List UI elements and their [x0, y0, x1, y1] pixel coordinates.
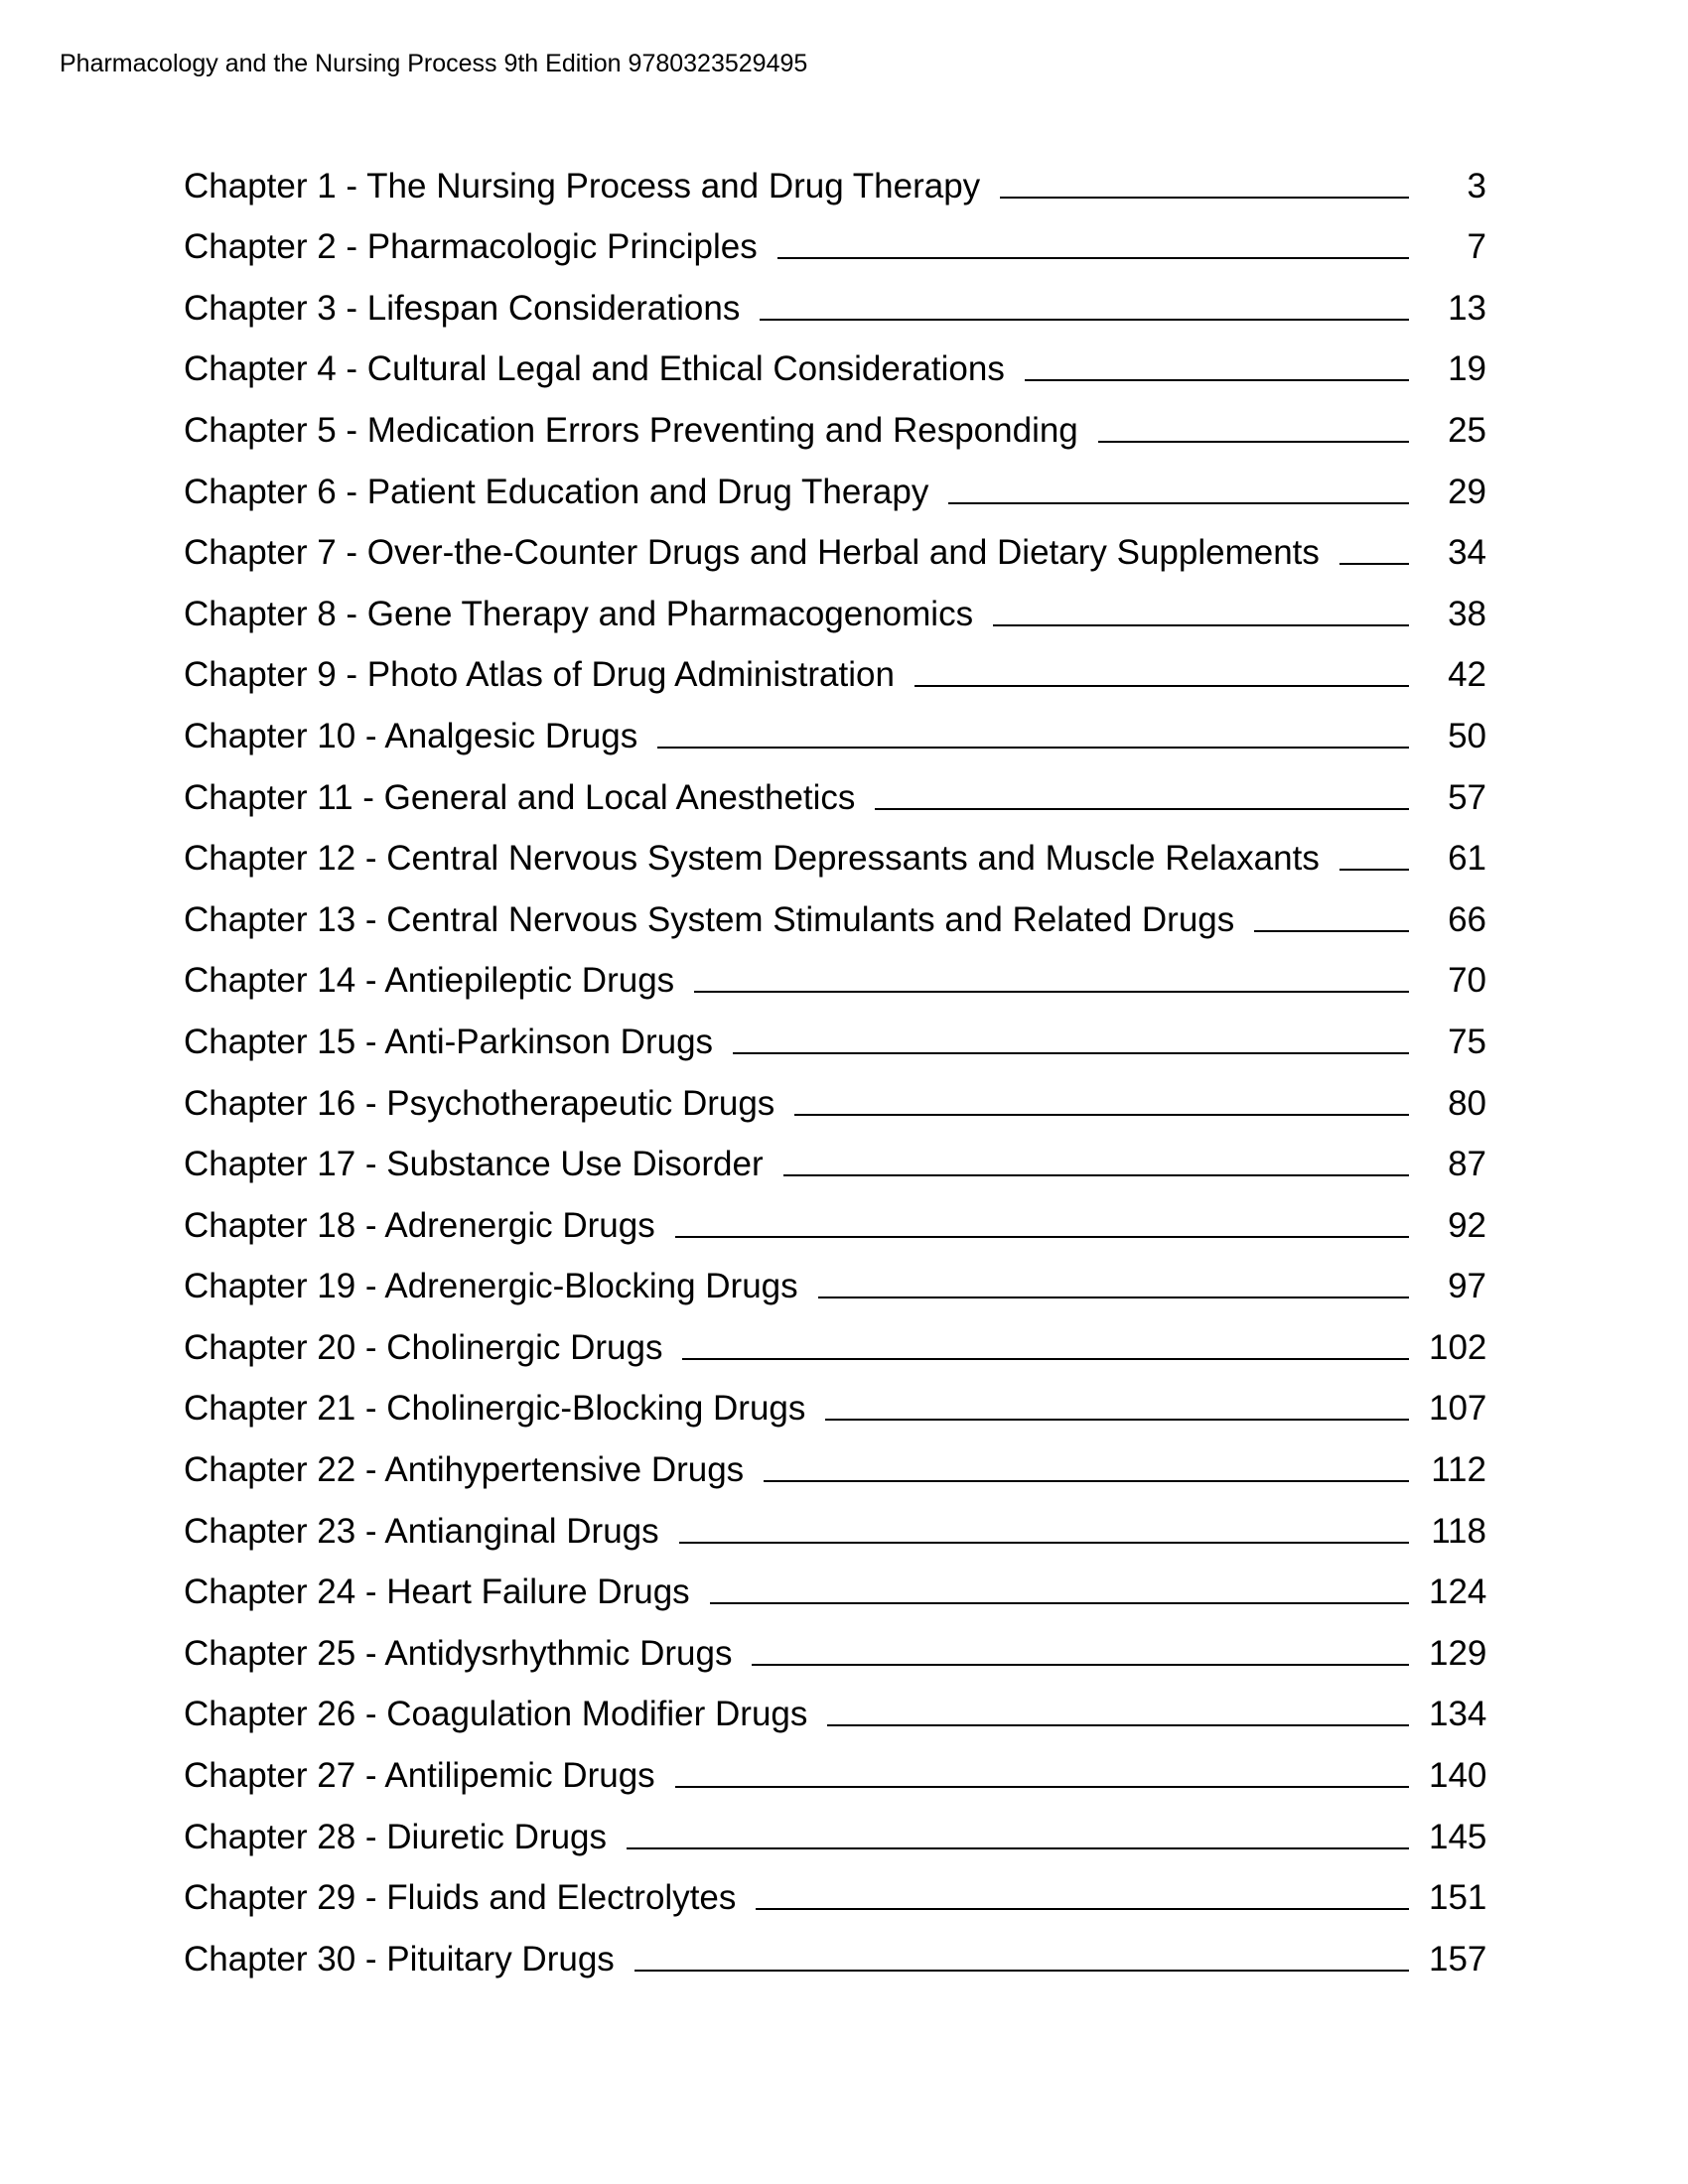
- page-number: 151: [1429, 1878, 1487, 1918]
- page-number: 19: [1448, 349, 1486, 389]
- toc-entry[interactable]: [184, 638, 1486, 700]
- toc-entry[interactable]: [184, 1250, 1486, 1311]
- chapter-title: Chapter 1 - The Nursing Process and Drug Therapy: [184, 166, 981, 205]
- toc-entry[interactable]: [184, 1922, 1486, 1983]
- toc-entry[interactable]: [184, 393, 1486, 455]
- page-number: 107: [1429, 1389, 1487, 1429]
- page-number: 129: [1429, 1633, 1487, 1673]
- page-number: 140: [1429, 1756, 1487, 1796]
- toc-entry[interactable]: [184, 271, 1486, 333]
- toc-entry[interactable]: [184, 1066, 1486, 1128]
- page-number: 70: [1448, 961, 1486, 1001]
- leader-line: [682, 1358, 1409, 1360]
- page-number: 66: [1448, 899, 1486, 939]
- page-number: 118: [1431, 1511, 1486, 1551]
- toc-entry[interactable]: [184, 1616, 1486, 1678]
- toc-entry[interactable]: [184, 944, 1486, 1006]
- page-number: 75: [1448, 1022, 1486, 1061]
- leader-line: [679, 1542, 1409, 1544]
- chapter-title: Chapter 26 - Coagulation Modifier Drugs: [184, 1695, 808, 1734]
- leader-line: [634, 1970, 1409, 1972]
- leader-line: [783, 1174, 1409, 1176]
- leader-line: [794, 1114, 1409, 1116]
- toc-entry[interactable]: [184, 1861, 1486, 1923]
- chapter-title: Chapter 28 - Diuretic Drugs: [184, 1817, 607, 1856]
- page-number: 38: [1448, 594, 1486, 633]
- toc-entry[interactable]: [184, 455, 1486, 516]
- leader-line: [764, 1480, 1409, 1482]
- leader-line: [875, 808, 1409, 810]
- chapter-title: Chapter 27 - Antilipemic Drugs: [184, 1756, 655, 1796]
- toc-entry[interactable]: [184, 1310, 1486, 1372]
- page-number: 124: [1429, 1572, 1487, 1612]
- chapter-title: Chapter 14 - Antiepileptic Drugs: [184, 961, 675, 1001]
- toc-entry[interactable]: [184, 1738, 1486, 1800]
- chapter-title: Chapter 6 - Patient Education and Drug Therapy: [184, 472, 929, 511]
- toc-entry[interactable]: [184, 1556, 1486, 1617]
- leader-line: [694, 991, 1409, 993]
- leader-line: [627, 1847, 1409, 1849]
- toc-entry[interactable]: [184, 1372, 1486, 1433]
- leader-line: [710, 1602, 1409, 1604]
- toc-entry[interactable]: [184, 577, 1486, 638]
- leader-line: [948, 502, 1409, 504]
- page-number: 29: [1448, 472, 1486, 511]
- toc-entry[interactable]: [184, 1128, 1486, 1189]
- page-number: 3: [1467, 166, 1486, 205]
- chapter-title: Chapter 25 - Antidysrhythmic Drugs: [184, 1633, 733, 1673]
- toc-entry[interactable]: [184, 822, 1486, 884]
- leader-line: [675, 1786, 1409, 1788]
- toc-entry[interactable]: [184, 699, 1486, 760]
- toc-entry[interactable]: [184, 760, 1486, 822]
- page-number: 34: [1448, 533, 1486, 573]
- chapter-title: Chapter 20 - Cholinergic Drugs: [184, 1327, 663, 1367]
- leader-line: [675, 1236, 1409, 1238]
- chapter-title: Chapter 10 - Analgesic Drugs: [184, 716, 638, 755]
- chapter-title: Chapter 11 - General and Local Anesthetics: [184, 777, 856, 817]
- leader-line: [827, 1724, 1409, 1726]
- page-number: 134: [1429, 1695, 1487, 1734]
- chapter-title: Chapter 23 - Antianginal Drugs: [184, 1511, 659, 1551]
- toc-entry[interactable]: [184, 1678, 1486, 1739]
- toc-entry[interactable]: [184, 516, 1486, 578]
- leader-line: [1339, 869, 1409, 871]
- chapter-title: Chapter 19 - Adrenergic-Blocking Drugs: [184, 1267, 798, 1306]
- leader-line: [657, 747, 1409, 749]
- chapter-title: Chapter 21 - Cholinergic-Blocking Drugs: [184, 1389, 806, 1429]
- chapter-title: Chapter 16 - Psychotherapeutic Drugs: [184, 1083, 775, 1123]
- page-number: 112: [1431, 1450, 1486, 1490]
- toc-entry[interactable]: [184, 1494, 1486, 1556]
- page-number: 7: [1467, 227, 1486, 267]
- toc-entry[interactable]: [184, 1800, 1486, 1861]
- page-number: 61: [1448, 839, 1486, 879]
- chapter-title: Chapter 22 - Antihypertensive Drugs: [184, 1450, 745, 1490]
- leader-line: [993, 624, 1409, 626]
- toc-entry[interactable]: [184, 1188, 1486, 1250]
- chapter-title: Chapter 18 - Adrenergic Drugs: [184, 1205, 655, 1245]
- chapter-title: Chapter 15 - Anti-Parkinson Drugs: [184, 1022, 714, 1061]
- page-number: 80: [1448, 1083, 1486, 1123]
- leader-line: [760, 319, 1409, 321]
- leader-line: [825, 1419, 1409, 1421]
- page-number: 145: [1429, 1817, 1487, 1856]
- page-number: 97: [1448, 1267, 1486, 1306]
- chapter-title: Chapter 13 - Central Nervous System Stimulants and Related Drugs: [184, 899, 1235, 939]
- chapter-title: Chapter 17 - Substance Use Disorder: [184, 1145, 764, 1184]
- page-number: 57: [1448, 777, 1486, 817]
- chapter-title: Chapter 8 - Gene Therapy and Pharmacogenomics: [184, 594, 974, 633]
- chapter-title: Chapter 30 - Pituitary Drugs: [184, 1939, 615, 1979]
- page-number: 13: [1448, 288, 1486, 328]
- page-number: 157: [1429, 1939, 1487, 1979]
- leader-line: [1025, 379, 1409, 381]
- chapter-title: Chapter 24 - Heart Failure Drugs: [184, 1572, 690, 1612]
- leader-line: [756, 1908, 1409, 1910]
- table-of-contents: [184, 149, 1486, 1983]
- leader-line: [914, 685, 1409, 687]
- leader-line: [1339, 563, 1409, 565]
- leader-line: [733, 1052, 1409, 1054]
- page-number: 50: [1448, 716, 1486, 755]
- leader-line: [818, 1297, 1409, 1298]
- chapter-title: Chapter 9 - Photo Atlas of Drug Administration: [184, 655, 895, 695]
- page-number: 87: [1448, 1145, 1486, 1184]
- document-header: Pharmacology and the Nursing Process 9th Edition 9780323529495: [60, 50, 808, 77]
- page-number: 25: [1448, 410, 1486, 450]
- toc-entry[interactable]: [184, 1005, 1486, 1066]
- page-number: 102: [1429, 1327, 1487, 1367]
- page-number: 92: [1448, 1205, 1486, 1245]
- leader-line: [752, 1664, 1409, 1666]
- chapter-title: Chapter 4 - Cultural Legal and Ethical Considerations: [184, 349, 1005, 389]
- leader-line: [1098, 441, 1409, 443]
- chapter-title: Chapter 3 - Lifespan Considerations: [184, 288, 741, 328]
- leader-line: [777, 257, 1409, 259]
- chapter-title: Chapter 29 - Fluids and Electrolytes: [184, 1878, 737, 1918]
- chapter-title: Chapter 7 - Over-the-Counter Drugs and Herbal and Dietary Supplements: [184, 533, 1320, 573]
- toc-entry[interactable]: [184, 333, 1486, 394]
- chapter-title: Chapter 2 - Pharmacologic Principles: [184, 227, 758, 267]
- toc-entry[interactable]: [184, 149, 1486, 210]
- page-number: 42: [1448, 655, 1486, 695]
- toc-entry[interactable]: [184, 883, 1486, 944]
- toc-entry[interactable]: [184, 210, 1486, 272]
- chapter-title: Chapter 12 - Central Nervous System Depressants and Muscle Relaxants: [184, 839, 1320, 879]
- leader-line: [1254, 930, 1409, 932]
- toc-entry[interactable]: [184, 1433, 1486, 1494]
- chapter-title: Chapter 5 - Medication Errors Preventing and Responding: [184, 410, 1078, 450]
- leader-line: [1000, 197, 1409, 199]
